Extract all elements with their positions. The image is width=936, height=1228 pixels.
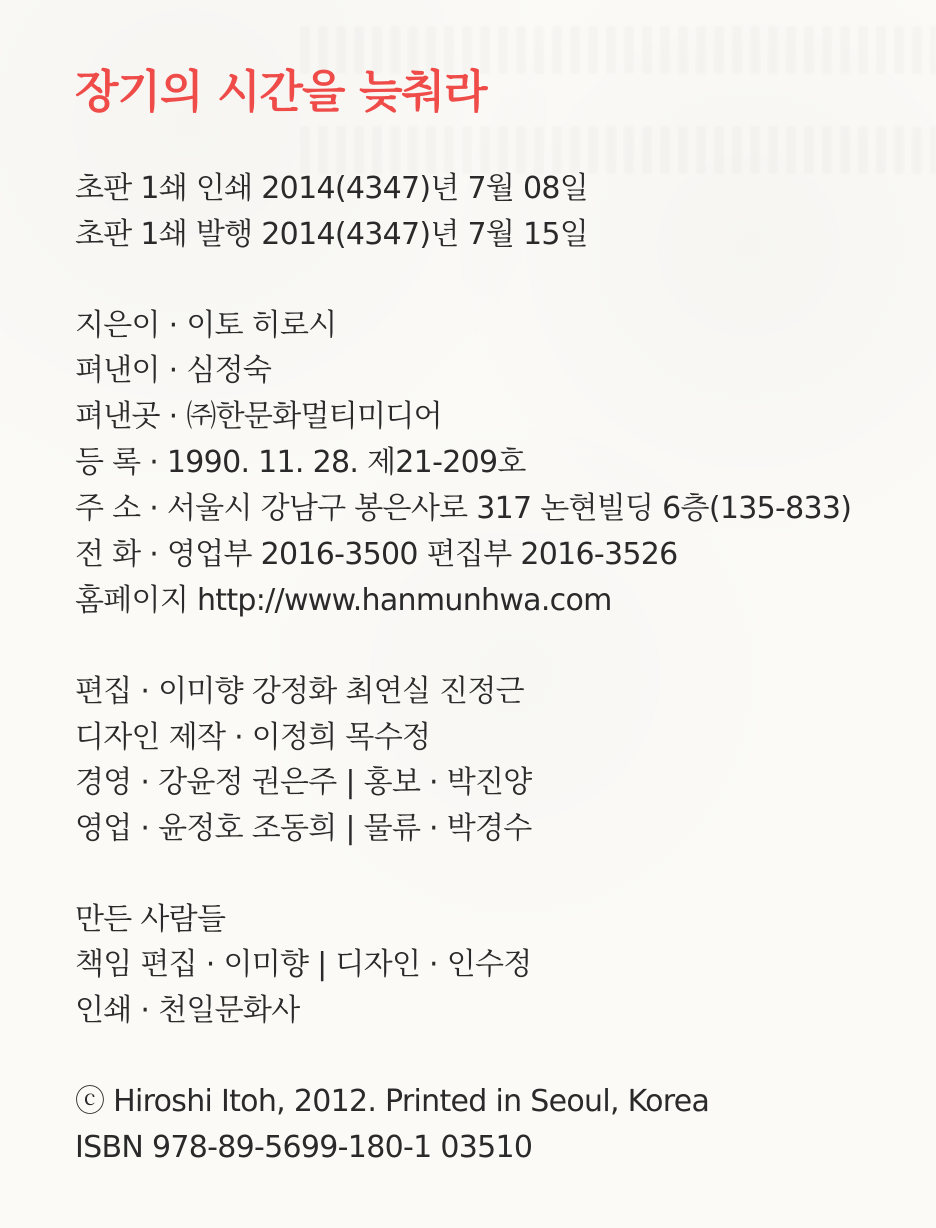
first-publication-date: 초판 1쇄 발행 2014(4347)년 7월 15일 [75,217,589,252]
registration-line: 등 록 · 1990. 11. 28. 제21-209호 [75,445,526,480]
editing-staff-line: 편집 · 이미향 강정화 최연실 진정근 [75,674,524,709]
phone-line: 전 화 · 영업부 2016-3500 편집부 2016-3526 [75,537,678,572]
publisher-person-line: 펴낸이 · 심정숙 [75,353,272,388]
copyright-line: ⓒ Hiroshi Itoh, 2012. Printed in Seoul, Korea [75,1084,710,1119]
makers-heading: 만든 사람들 [75,902,226,937]
printing-company-line: 인쇄 · 천일문화사 [75,993,300,1028]
homepage-line: 홈페이지 http://www.hanmunhwa.com [75,583,612,618]
isbn-line: ISBN 978-89-5699-180-1 03510 [75,1130,533,1165]
publisher-company-line: 펴낸곳 · ㈜한문화멀티미디어 [75,399,442,434]
sales-logistics-line: 영업 · 윤정호 조동희 | 물류 · 박경수 [75,811,532,846]
first-printing-date: 초판 1쇄 인쇄 2014(4347)년 7월 08일 [75,171,589,206]
book-title: 장기의 시간을 늦춰라 [75,65,487,118]
responsible-editor-line: 책임 편집 · 이미향 | 디자인 · 인수정 [75,947,532,982]
address-line: 주 소 · 서울시 강남구 봉은사로 317 논현빌딩 6층(135-833) [75,491,852,526]
author-line: 지은이 · 이토 히로시 [75,308,337,343]
management-pr-line: 경영 · 강윤정 권은주 | 홍보 · 박진양 [75,765,532,800]
bleed-through-text [300,126,936,174]
design-staff-line: 디자인 제작 · 이정희 목수정 [75,720,431,755]
